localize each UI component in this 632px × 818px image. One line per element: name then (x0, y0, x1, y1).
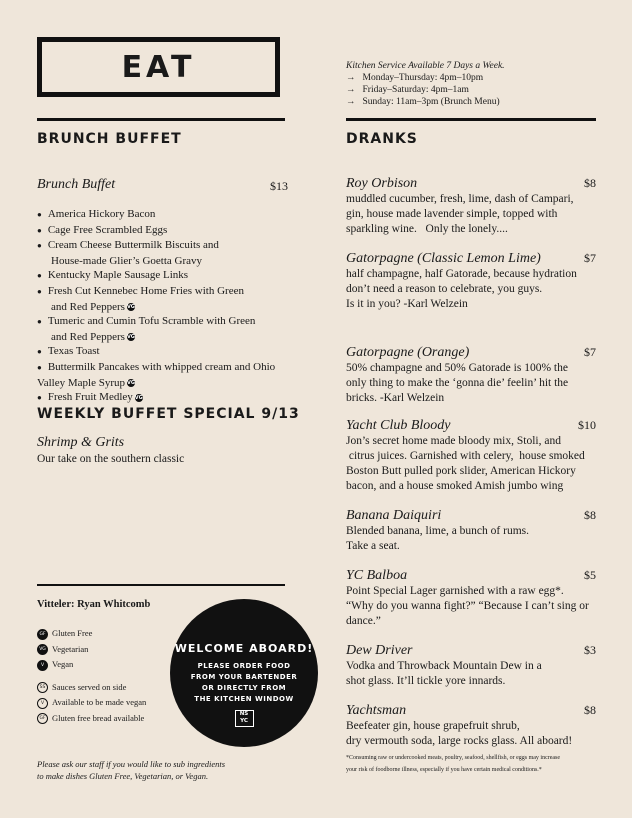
dranks-list (346, 176, 596, 749)
brunch-list-item: ● Texas Toast (37, 345, 100, 358)
brunch-list-item: ● Buttermilk Pancakes with whipped cream and Ohio (37, 360, 276, 373)
drink-name: Dew Driver (346, 643, 413, 658)
drink-desc-line: Boston Butt pulled pork slider, American Hickory (346, 465, 576, 477)
diet-tag-icon: V (37, 698, 48, 709)
drink-desc-line: dance.” (346, 615, 381, 627)
diet-tag-icon: VG (126, 304, 135, 311)
diet-tag-icon: SS (37, 682, 48, 693)
special-desc: Our take on the southern classic (37, 453, 185, 465)
welcome-line: FROM YOUR BARTENDER (190, 673, 298, 681)
drink-desc-line: sparkling wine. Only the lonely.... (346, 223, 508, 235)
note-line: Please ask our staff if you would like to sub ingredients (37, 759, 226, 769)
drink-desc-line: don’t need a reason to celebrate, you guys. (346, 283, 543, 295)
drink-desc-line: citrus juices. Garnished with celery, house smoked (346, 450, 585, 462)
drink-name: Gatorpagne (Orange) (346, 345, 470, 360)
key-row: V Available to be made vegan (37, 696, 177, 709)
drink-desc-line: 50% champagne and 50% Gatorade is 100% the (346, 362, 568, 374)
drink-item (346, 568, 596, 629)
special-item-title: Shrimp & Grits (37, 435, 125, 450)
drink-desc-line: Vodka and Throwback Mountain Dew in a (346, 660, 542, 672)
drink-desc-line: shot glass. It’ll tickle yore innards. (346, 675, 506, 687)
brunch-list-item: ● Fresh Fruit Medley VG (37, 391, 143, 404)
brunch-list-item: and Red Peppers VG (51, 300, 135, 313)
bullet-icon: ● (37, 347, 42, 357)
drink-desc-line: Is it in you? -Karl Welzein (346, 298, 468, 310)
left-bottom-rule (37, 584, 285, 586)
drink-desc-line: bricks. -Karl Welzein (346, 392, 445, 404)
drink-name: Banana Daiquiri (346, 508, 442, 523)
dranks-section-title: DRANKS (346, 131, 418, 147)
drink-price: $7 (584, 251, 596, 265)
diet-tag-icon: VG (37, 644, 48, 655)
drink-name: Yacht Club Bloody (346, 418, 451, 433)
bullet-icon: ● (37, 362, 42, 372)
brunch-list-item: ● Fresh Cut Kennebec Home Fries with Green (37, 284, 244, 297)
diet-tag-icon: VG (134, 394, 143, 401)
drink-item (346, 176, 596, 237)
key-row: SS Sauces served on side (37, 681, 177, 694)
diet-tag-icon: VG (126, 380, 135, 386)
drink-item (346, 703, 596, 749)
bullet-icon: ● (37, 210, 42, 219)
diet-tag-icon: GF (37, 629, 48, 640)
drink-price: $5 (584, 568, 596, 582)
drink-name: Yachtsman (346, 703, 407, 718)
left-top-rule (37, 118, 285, 121)
bullet-icon: ● (37, 393, 42, 403)
nsyc-logo: NS YC (235, 710, 254, 727)
drink-name: YC Balboa (346, 568, 408, 583)
brunch-price: $13 (270, 179, 288, 193)
welcome-line: PLEASE ORDER FOOD (197, 662, 291, 670)
service-hours (346, 60, 505, 108)
diet-tag-icon: GF (37, 713, 48, 724)
key-row: GF Gluten free bread available (37, 712, 177, 725)
bullet-icon: ● (37, 225, 42, 235)
key-row: VG Vegetarian (37, 643, 177, 656)
drink-price: $7 (584, 345, 596, 359)
welcome-badge (170, 599, 318, 747)
brunch-list-item: House-made Glier’s Goetta Gravy (51, 254, 202, 267)
drink-desc-line: Take a seat. (346, 540, 400, 552)
diet-tag-icon: VG (126, 334, 135, 341)
drink-desc-line: Jon’s secret home made bloody mix, Stoli, and (346, 435, 561, 447)
right-top-rule (346, 118, 596, 121)
hours-row: → Friday–Saturday: 4pm–1am (346, 85, 469, 95)
arrow-right-icon: → (346, 85, 356, 95)
drink-name: Roy Orbison (346, 176, 418, 191)
drink-desc-line: only thing to make the ‘gonna die’ feelin’ hit the (346, 377, 569, 389)
drink-item (346, 251, 596, 312)
drink-desc-line: Point Special Lager garnished with a raw egg*. (346, 585, 564, 597)
note-line: to make dishes Gluten Free, Vegetarian, or Vegan. (37, 771, 209, 781)
arrow-right-icon: → (346, 73, 356, 83)
drink-desc-line: muddled cucumber, fresh, lime, dash of Campari, (346, 193, 574, 205)
eat-logo: EAT (37, 37, 280, 97)
drink-desc-line: dry vermouth soda, large rocks glass. All aboard! (346, 735, 573, 747)
drink-desc-line: “Why do you wanna fight?” “Because I can’t sing or (346, 600, 589, 612)
brunch-list-item: ● Cage Free Scrambled Eggs (37, 223, 168, 236)
disclaimer (346, 752, 560, 776)
key-row: GF Gluten Free (37, 627, 177, 640)
welcome-title: WELCOME ABOARD! (174, 642, 314, 655)
brunch-list (37, 207, 287, 406)
drink-desc-line: bacon, and a house smoked Amish jumbo wing (346, 480, 564, 492)
brunch-list-item: ● Cream Cheese Buttermilk Biscuits and (37, 239, 219, 252)
brunch-item-title: Brunch Buffet (37, 177, 116, 192)
service-heading: Kitchen Service Available 7 Days a Week. (346, 61, 505, 71)
brunch-list-item: Valley Maple Syrup VG (37, 376, 135, 389)
drink-item (346, 345, 596, 406)
bullet-icon: ● (37, 271, 42, 281)
special-section-title: WEEKLY BUFFET SPECIAL 9/13 (37, 406, 300, 422)
substitution-note (37, 758, 225, 782)
drink-price: $3 (584, 643, 596, 657)
drink-name: Gatorpagne (Classic Lemon Lime) (346, 251, 541, 266)
bullet-icon: ● (37, 241, 42, 251)
drink-price: $10 (578, 418, 596, 432)
drink-item (346, 418, 596, 494)
brunch-list-item: and Red Peppers VG (51, 330, 135, 343)
drink-price: $8 (584, 508, 596, 522)
drink-item (346, 643, 596, 689)
brunch-section-title: BRUNCH BUFFET (37, 131, 182, 147)
arrow-right-icon: → (346, 97, 356, 107)
drink-price: $8 (584, 703, 596, 717)
bullet-icon: ● (37, 286, 42, 296)
brunch-list-item: ● Kentucky Maple Sausage Links (37, 269, 189, 282)
drink-item (346, 508, 596, 554)
drink-desc-line: Beefeater gin, house grapefruit shrub, (346, 720, 520, 732)
bullet-icon: ● (37, 317, 42, 327)
brunch-list-item: ● America Hickory Bacon (37, 208, 156, 220)
drink-desc-line: Blended banana, lime, a bunch of rums. (346, 525, 529, 537)
diet-tag-icon: V (37, 660, 48, 671)
drink-desc-line: gin, house made lavender simple, topped with (346, 208, 558, 220)
drink-price: $8 (584, 176, 596, 190)
vitteler: Vitteler: Ryan Whitcomb (37, 599, 151, 610)
hours-row: → Sunday: 11am–3pm (Brunch Menu) (346, 97, 500, 107)
brunch-list-item: ● Tumeric and Cumin Tofu Scramble with Green (37, 315, 256, 328)
disclaimer-line: *Consuming raw or undercooked meats, poultry, seafood, shellfish, or eggs may increase (346, 755, 561, 761)
welcome-line: OR DIRECTLY FROM (201, 684, 287, 692)
hours-row: → Monday–Thursday: 4pm–10pm (346, 73, 484, 83)
drink-desc-line: half champagne, half Gatorade, because hydration (346, 268, 577, 280)
dietary-key (37, 627, 177, 727)
welcome-line: THE KITCHEN WINDOW (194, 695, 294, 703)
key-row: V Vegan (37, 658, 177, 671)
disclaimer-line: your risk of foodborne illness, especially if you have certain medical conditions.* (346, 767, 542, 773)
